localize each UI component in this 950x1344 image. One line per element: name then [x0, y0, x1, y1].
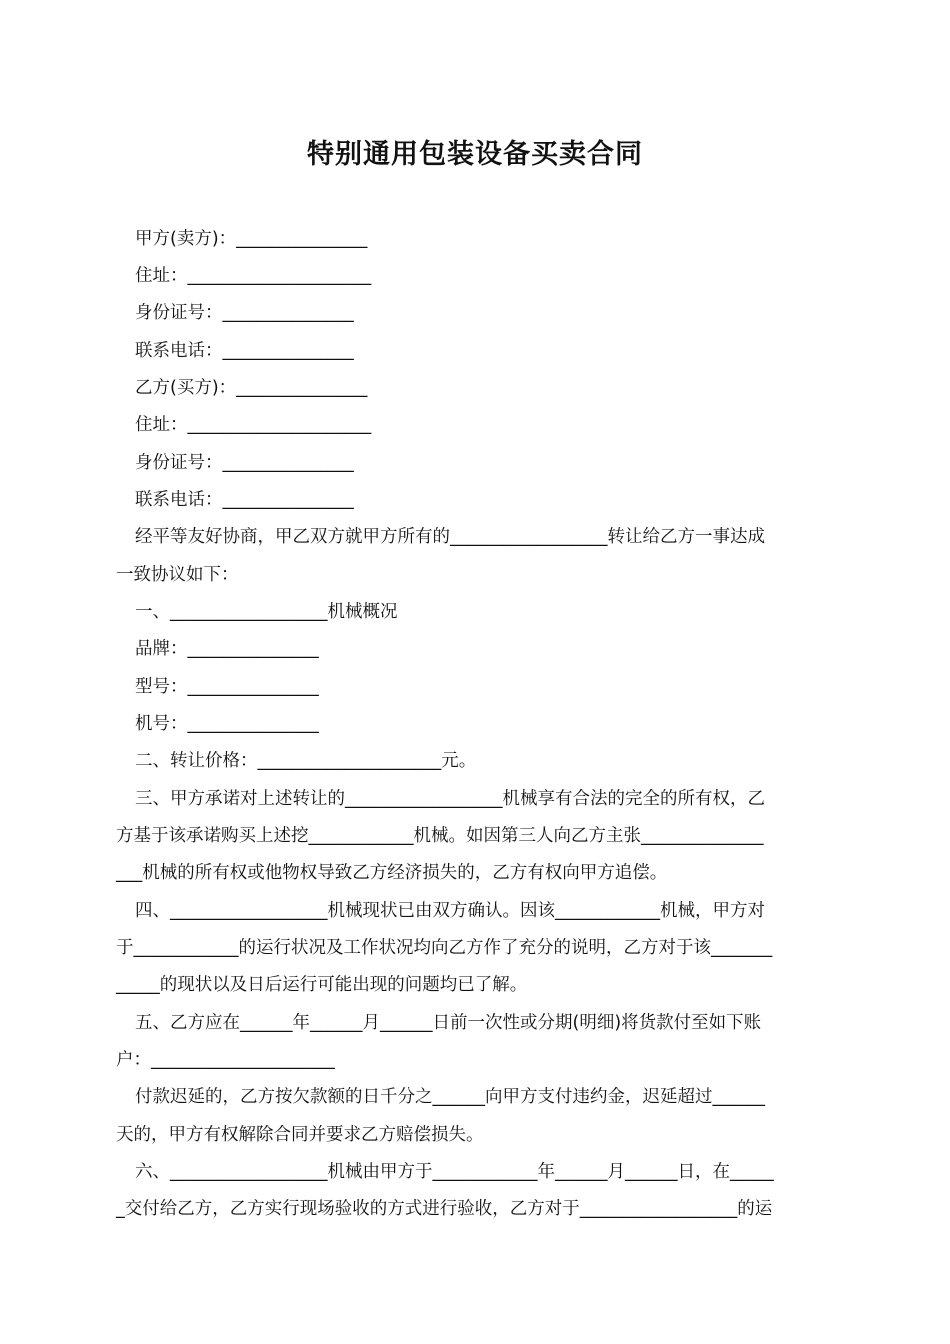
document-title: 特别通用包装设备买卖合同	[307, 139, 643, 170]
party-b-id-line: 身份证号：_______________	[135, 453, 354, 473]
party-a-id-line: 身份证号：_______________	[135, 303, 354, 323]
party-a-seller-line: 甲方(卖方)：_______________	[135, 229, 368, 249]
brand-line: 品牌：_______________	[135, 639, 319, 659]
party-b-buyer-line: 乙方(买方)：_______________	[135, 378, 368, 398]
clause-5-line-1: 五、乙方应在______年______月______日前一次性或分期(明细)将货款付至如下账	[135, 1013, 762, 1033]
late-payment-line-2: 天的，甲方有权解除合同并要求乙方赔偿损失。	[116, 1125, 484, 1145]
clause-2-price: 二、转让价格：_____________________元。	[135, 751, 477, 771]
clause-1-heading: 一、__________________机械概况	[135, 602, 398, 622]
preamble-line-1: 经平等友好协商，甲乙双方就甲方所有的__________________转让给乙方一事达成	[135, 527, 765, 547]
model-line: 型号：_______________	[135, 677, 319, 697]
late-payment-line-1: 付款迟延的，乙方按欠款额的日千分之______向甲方支付违约金，迟延超过______	[135, 1087, 765, 1107]
clause-6-line-1: 六、__________________机械由甲方于____________年______月______日，在_____	[135, 1162, 774, 1182]
clause-3-line-2: 方基于该承诺购买上述挖____________机械。如因第三人向乙方主张______________	[116, 826, 764, 846]
clause-4-line-3: _____的现状以及日后运行可能出现的问题均已了解。	[116, 975, 528, 995]
clause-3-line-1: 三、甲方承诺对上述转让的__________________机械享有合法的完全的所有权，乙	[135, 789, 765, 809]
clause-6-line-2: _交付给乙方，乙方实行现场验收的方式进行验收，乙方对于__________________的运	[116, 1199, 773, 1219]
clause-4-line-2: 于____________的运行状况及工作状况均向乙方作了充分的说明，乙方对于该_______	[116, 938, 773, 958]
machine-number-line: 机号：_______________	[135, 714, 319, 734]
party-a-address-line: 住址：_____________________	[135, 266, 372, 286]
party-b-address-line: 住址：_____________________	[135, 415, 372, 435]
clause-4-line-1: 四、__________________机械现状已由双方确认。因该____________机械，甲方对	[135, 901, 765, 921]
clause-3-line-3: ___机械的所有权或他物权导致乙方经济损失的，乙方有权向甲方追偿。	[116, 863, 668, 883]
party-a-phone-line: 联系电话：_______________	[135, 341, 354, 361]
clause-5-line-2: 户：_____________________	[116, 1050, 335, 1070]
preamble-line-2: 一致协议如下：	[116, 565, 239, 585]
party-b-phone-line: 联系电话：_______________	[135, 490, 354, 510]
